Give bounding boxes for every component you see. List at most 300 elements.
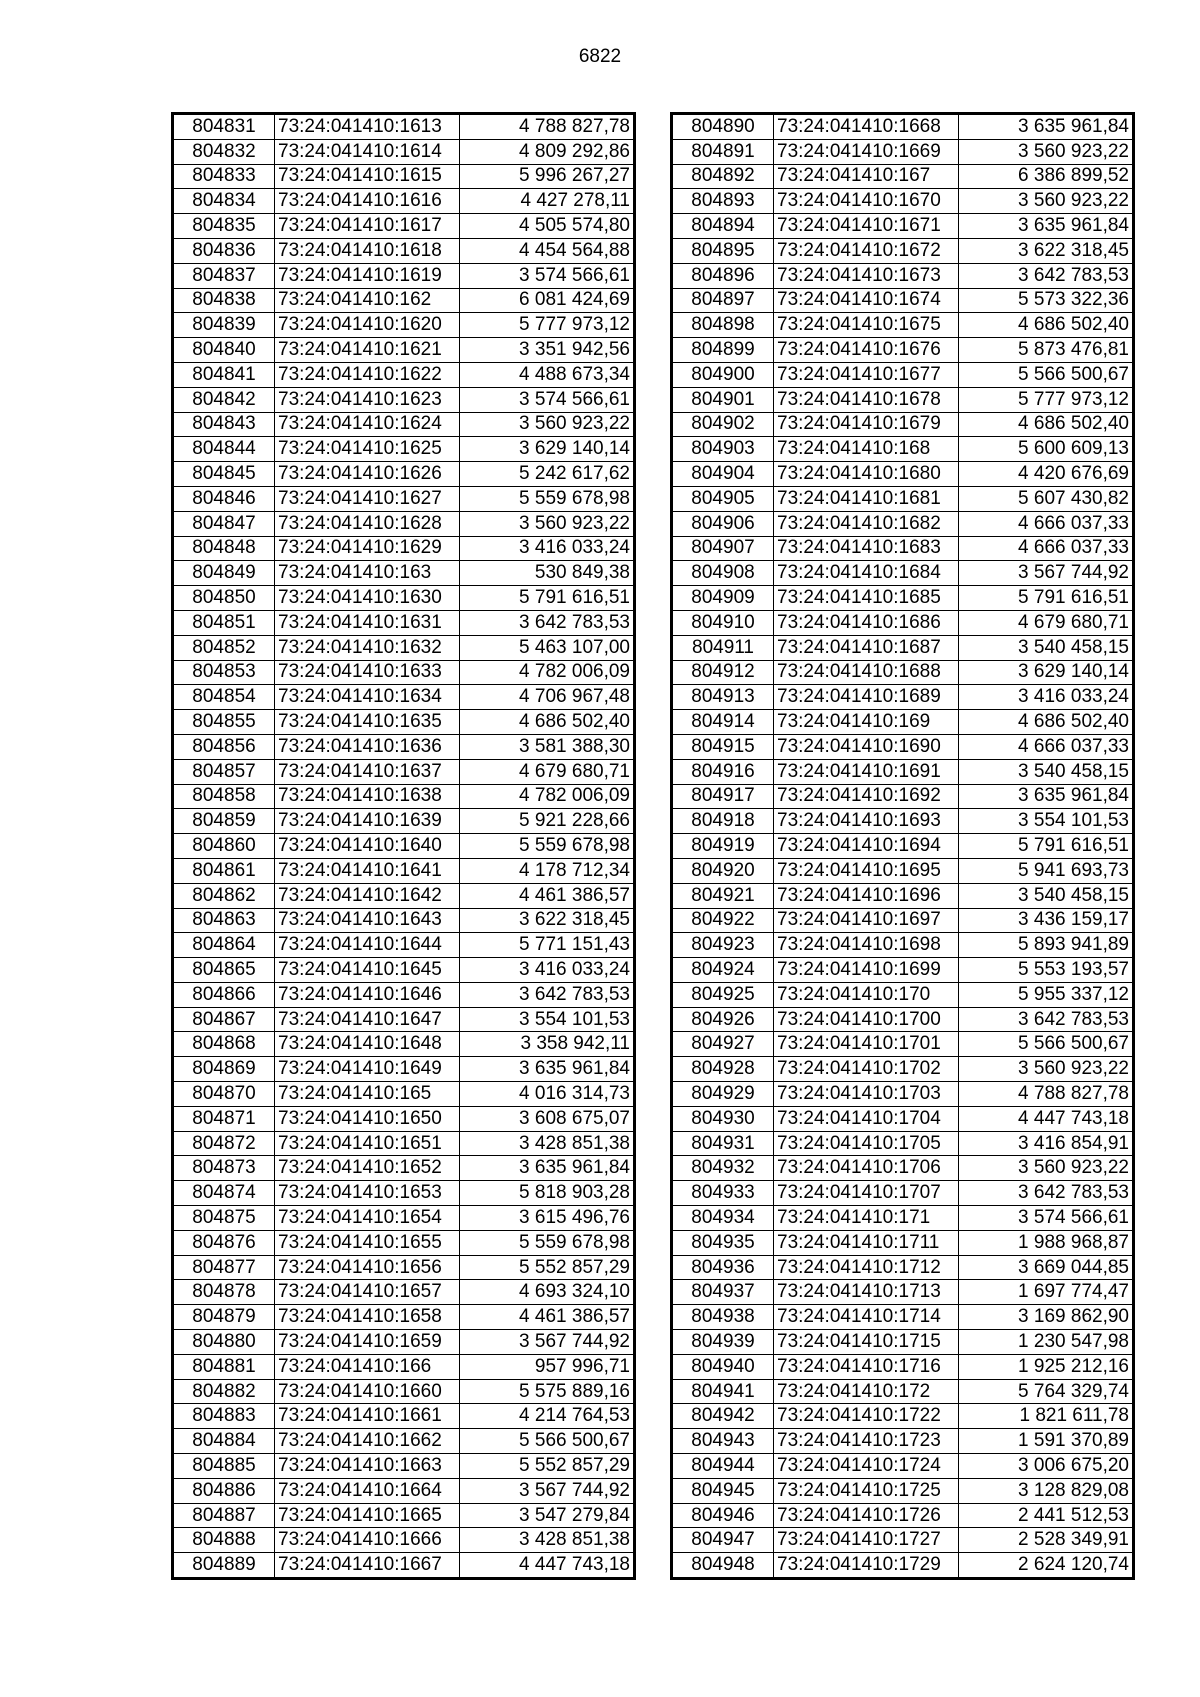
row-number-cell: 804942 bbox=[673, 1404, 774, 1429]
row-number-cell: 804839 bbox=[174, 313, 275, 338]
cadastral-number-cell: 73:24:041410:1694 bbox=[774, 834, 959, 859]
row-number-cell: 804883 bbox=[174, 1404, 275, 1429]
row-number-cell: 804844 bbox=[174, 437, 275, 462]
row-number-cell: 804907 bbox=[673, 536, 774, 561]
cadastral-number-cell: 73:24:041410:1700 bbox=[774, 1007, 959, 1032]
value-cell: 3 642 783,53 bbox=[959, 263, 1133, 288]
cadastral-number-cell: 73:24:041410:1636 bbox=[275, 734, 460, 759]
table-row bbox=[673, 1379, 1133, 1404]
table-row bbox=[174, 982, 634, 1007]
cadastral-number-cell: 73:24:041410:1723 bbox=[774, 1429, 959, 1454]
row-number-cell: 804846 bbox=[174, 486, 275, 511]
table-row bbox=[673, 536, 1133, 561]
cadastral-number-cell: 73:24:041410:1663 bbox=[275, 1454, 460, 1479]
table-row bbox=[673, 883, 1133, 908]
row-number-cell: 804932 bbox=[673, 1156, 774, 1181]
value-cell: 3 416 033,24 bbox=[460, 536, 634, 561]
row-number-cell: 804925 bbox=[673, 982, 774, 1007]
table-row bbox=[673, 1106, 1133, 1131]
cadastral-number-cell: 73:24:041410:1652 bbox=[275, 1156, 460, 1181]
value-cell: 5 566 500,67 bbox=[460, 1429, 634, 1454]
cadastral-number-cell: 73:24:041410:1724 bbox=[774, 1454, 959, 1479]
table-row bbox=[673, 1131, 1133, 1156]
table-row bbox=[174, 313, 634, 338]
cadastral-number-cell: 73:24:041410:1619 bbox=[275, 263, 460, 288]
table-row bbox=[673, 1230, 1133, 1255]
value-cell: 530 849,38 bbox=[460, 561, 634, 586]
cadastral-number-cell: 73:24:041410:1647 bbox=[275, 1007, 460, 1032]
cadastral-number-cell: 73:24:041410:1669 bbox=[774, 139, 959, 164]
cadastral-number-cell: 73:24:041410:1690 bbox=[774, 734, 959, 759]
cadastral-number-cell: 73:24:041410:1653 bbox=[275, 1181, 460, 1206]
cadastral-number-cell: 73:24:041410:1664 bbox=[275, 1478, 460, 1503]
value-cell: 4 488 673,34 bbox=[460, 362, 634, 387]
table-row bbox=[673, 115, 1133, 140]
row-number-cell: 804884 bbox=[174, 1429, 275, 1454]
row-number-cell: 804864 bbox=[174, 933, 275, 958]
cadastral-number-cell: 73:24:041410:1696 bbox=[774, 883, 959, 908]
row-number-cell: 804882 bbox=[174, 1379, 275, 1404]
value-cell: 5 607 430,82 bbox=[959, 486, 1133, 511]
table-row bbox=[673, 288, 1133, 313]
row-number-cell: 804862 bbox=[174, 883, 275, 908]
row-number-cell: 804904 bbox=[673, 462, 774, 487]
value-cell: 3 622 318,45 bbox=[959, 238, 1133, 263]
row-number-cell: 804871 bbox=[174, 1106, 275, 1131]
table-row bbox=[174, 536, 634, 561]
table-row bbox=[673, 412, 1133, 437]
table-row bbox=[673, 1007, 1133, 1032]
table-row bbox=[673, 561, 1133, 586]
value-cell: 3 428 851,38 bbox=[460, 1131, 634, 1156]
table-row bbox=[174, 784, 634, 809]
row-number-cell: 804944 bbox=[673, 1454, 774, 1479]
cadastral-number-cell: 73:24:041410:1688 bbox=[774, 660, 959, 685]
row-number-cell: 804837 bbox=[174, 263, 275, 288]
cadastral-number-cell: 73:24:041410:1639 bbox=[275, 809, 460, 834]
cadastral-number-cell: 73:24:041410:1613 bbox=[275, 115, 460, 140]
cadastral-number-cell: 73:24:041410:1698 bbox=[774, 933, 959, 958]
cadastral-number-cell: 73:24:041410:171 bbox=[774, 1206, 959, 1231]
cadastral-number-cell: 73:24:041410:1674 bbox=[774, 288, 959, 313]
value-cell: 3 540 458,15 bbox=[959, 635, 1133, 660]
row-number-cell: 804934 bbox=[673, 1206, 774, 1231]
cadastral-number-cell: 73:24:041410:1695 bbox=[774, 858, 959, 883]
value-cell: 3 642 783,53 bbox=[460, 610, 634, 635]
value-cell: 5 921 228,66 bbox=[460, 809, 634, 834]
table-row bbox=[174, 412, 634, 437]
row-number-cell: 804946 bbox=[673, 1503, 774, 1528]
cadastral-number-cell: 73:24:041410:1729 bbox=[774, 1553, 959, 1578]
table-row bbox=[174, 437, 634, 462]
cadastral-number-cell: 73:24:041410:1670 bbox=[774, 189, 959, 214]
row-number-cell: 804933 bbox=[673, 1181, 774, 1206]
row-number-cell: 804911 bbox=[673, 635, 774, 660]
row-number-cell: 804878 bbox=[174, 1280, 275, 1305]
table-row bbox=[174, 486, 634, 511]
row-number-cell: 804897 bbox=[673, 288, 774, 313]
table-row bbox=[174, 1379, 634, 1404]
row-number-cell: 804948 bbox=[673, 1553, 774, 1578]
table-row bbox=[673, 1354, 1133, 1379]
cadastral-number-cell: 73:24:041410:1641 bbox=[275, 858, 460, 883]
table-row bbox=[673, 1255, 1133, 1280]
value-cell: 4 686 502,40 bbox=[959, 412, 1133, 437]
row-number-cell: 804860 bbox=[174, 834, 275, 859]
cadastral-number-cell: 73:24:041410:1648 bbox=[275, 1032, 460, 1057]
value-cell: 3 622 318,45 bbox=[460, 908, 634, 933]
table-row bbox=[174, 263, 634, 288]
table-row bbox=[174, 660, 634, 685]
row-number-cell: 804869 bbox=[174, 1057, 275, 1082]
table-row bbox=[174, 610, 634, 635]
cadastral-number-cell: 73:24:041410:1655 bbox=[275, 1230, 460, 1255]
table-row bbox=[673, 387, 1133, 412]
value-cell: 4 505 574,80 bbox=[460, 214, 634, 239]
table-row bbox=[174, 1131, 634, 1156]
row-number-cell: 804831 bbox=[174, 115, 275, 140]
cadastral-number-cell: 73:24:041410:1706 bbox=[774, 1156, 959, 1181]
row-number-cell: 804885 bbox=[174, 1454, 275, 1479]
row-number-cell: 804877 bbox=[174, 1255, 275, 1280]
right-table-body bbox=[673, 115, 1133, 1578]
value-cell: 4 706 967,48 bbox=[460, 685, 634, 710]
value-cell: 1 591 370,89 bbox=[959, 1429, 1133, 1454]
cadastral-number-cell: 73:24:041410:1623 bbox=[275, 387, 460, 412]
table-row bbox=[174, 809, 634, 834]
cadastral-number-cell: 73:24:041410:1699 bbox=[774, 958, 959, 983]
row-number-cell: 804929 bbox=[673, 1082, 774, 1107]
value-cell: 3 358 942,11 bbox=[460, 1032, 634, 1057]
table-row bbox=[673, 511, 1133, 536]
row-number-cell: 804939 bbox=[673, 1330, 774, 1355]
row-number-cell: 804914 bbox=[673, 710, 774, 735]
table-row bbox=[673, 1528, 1133, 1553]
value-cell: 3 554 101,53 bbox=[460, 1007, 634, 1032]
row-number-cell: 804902 bbox=[673, 412, 774, 437]
row-number-cell: 804898 bbox=[673, 313, 774, 338]
table-row bbox=[673, 164, 1133, 189]
value-cell: 4 693 324,10 bbox=[460, 1280, 634, 1305]
table-row bbox=[673, 437, 1133, 462]
table-row bbox=[673, 1503, 1133, 1528]
table-row bbox=[673, 982, 1133, 1007]
cadastral-number-cell: 73:24:041410:1627 bbox=[275, 486, 460, 511]
value-cell: 5 791 616,51 bbox=[959, 586, 1133, 611]
value-cell: 5 818 903,28 bbox=[460, 1181, 634, 1206]
cadastral-number-cell: 73:24:041410:1642 bbox=[275, 883, 460, 908]
cadastral-number-cell: 73:24:041410:1616 bbox=[275, 189, 460, 214]
row-number-cell: 804923 bbox=[673, 933, 774, 958]
value-cell: 3 560 923,22 bbox=[460, 412, 634, 437]
table-row bbox=[673, 958, 1133, 983]
row-number-cell: 804859 bbox=[174, 809, 275, 834]
row-number-cell: 804891 bbox=[673, 139, 774, 164]
value-cell: 1 821 611,78 bbox=[959, 1404, 1133, 1429]
table-row bbox=[174, 238, 634, 263]
row-number-cell: 804867 bbox=[174, 1007, 275, 1032]
cadastral-number-cell: 73:24:041410:1620 bbox=[275, 313, 460, 338]
cadastral-number-cell: 73:24:041410:166 bbox=[275, 1354, 460, 1379]
cadastral-number-cell: 73:24:041410:1654 bbox=[275, 1206, 460, 1231]
row-number-cell: 804868 bbox=[174, 1032, 275, 1057]
cadastral-number-cell: 73:24:041410:1621 bbox=[275, 338, 460, 363]
row-number-cell: 804888 bbox=[174, 1528, 275, 1553]
value-cell: 3 128 829,08 bbox=[959, 1478, 1133, 1503]
cadastral-number-cell: 73:24:041410:165 bbox=[275, 1082, 460, 1107]
table-row bbox=[673, 1206, 1133, 1231]
row-number-cell: 804849 bbox=[174, 561, 275, 586]
value-cell: 2 528 349,91 bbox=[959, 1528, 1133, 1553]
row-number-cell: 804938 bbox=[673, 1305, 774, 1330]
table-row bbox=[174, 1280, 634, 1305]
table-row bbox=[174, 1503, 634, 1528]
table-row bbox=[673, 263, 1133, 288]
row-number-cell: 804915 bbox=[673, 734, 774, 759]
cadastral-number-cell: 73:24:041410:1615 bbox=[275, 164, 460, 189]
value-cell: 4 178 712,34 bbox=[460, 858, 634, 883]
table-row bbox=[174, 1354, 634, 1379]
table-row bbox=[174, 635, 634, 660]
row-number-cell: 804894 bbox=[673, 214, 774, 239]
row-number-cell: 804853 bbox=[174, 660, 275, 685]
value-cell: 3 006 675,20 bbox=[959, 1454, 1133, 1479]
table-row bbox=[174, 387, 634, 412]
cadastral-number-cell: 73:24:041410:1715 bbox=[774, 1330, 959, 1355]
value-cell: 3 169 862,90 bbox=[959, 1305, 1133, 1330]
table-row bbox=[174, 1454, 634, 1479]
value-cell: 1 697 774,47 bbox=[959, 1280, 1133, 1305]
row-number-cell: 804941 bbox=[673, 1379, 774, 1404]
value-cell: 3 416 854,91 bbox=[959, 1131, 1133, 1156]
cadastral-number-cell: 73:24:041410:1638 bbox=[275, 784, 460, 809]
row-number-cell: 804880 bbox=[174, 1330, 275, 1355]
cadastral-number-cell: 73:24:041410:1624 bbox=[275, 412, 460, 437]
cadastral-number-cell: 73:24:041410:1645 bbox=[275, 958, 460, 983]
row-number-cell: 804927 bbox=[673, 1032, 774, 1057]
table-row bbox=[174, 1305, 634, 1330]
value-cell: 3 629 140,14 bbox=[959, 660, 1133, 685]
row-number-cell: 804872 bbox=[174, 1131, 275, 1156]
cadastral-number-cell: 73:24:041410:163 bbox=[275, 561, 460, 586]
table-row bbox=[174, 1528, 634, 1553]
row-number-cell: 804943 bbox=[673, 1429, 774, 1454]
row-number-cell: 804937 bbox=[673, 1280, 774, 1305]
cadastral-number-cell: 73:24:041410:168 bbox=[774, 437, 959, 462]
row-number-cell: 804900 bbox=[673, 362, 774, 387]
row-number-cell: 804905 bbox=[673, 486, 774, 511]
cadastral-number-cell: 73:24:041410:1726 bbox=[774, 1503, 959, 1528]
cadastral-number-cell: 73:24:041410:1704 bbox=[774, 1106, 959, 1131]
row-number-cell: 804866 bbox=[174, 982, 275, 1007]
value-cell: 4 454 564,88 bbox=[460, 238, 634, 263]
row-number-cell: 804919 bbox=[673, 834, 774, 859]
table-row bbox=[673, 338, 1133, 363]
row-number-cell: 804922 bbox=[673, 908, 774, 933]
table-row bbox=[673, 635, 1133, 660]
table-row bbox=[174, 1429, 634, 1454]
cadastral-number-cell: 73:24:041410:1684 bbox=[774, 561, 959, 586]
table-row bbox=[673, 759, 1133, 784]
value-cell: 4 447 743,18 bbox=[460, 1553, 634, 1578]
cadastral-number-cell: 73:24:041410:170 bbox=[774, 982, 959, 1007]
cadastral-number-cell: 73:24:041410:1679 bbox=[774, 412, 959, 437]
cadastral-number-cell: 73:24:041410:1680 bbox=[774, 462, 959, 487]
value-cell: 4 016 314,73 bbox=[460, 1082, 634, 1107]
row-number-cell: 804920 bbox=[673, 858, 774, 883]
value-cell: 3 635 961,84 bbox=[460, 1156, 634, 1181]
right-table bbox=[672, 114, 1133, 1578]
value-cell: 3 416 033,24 bbox=[460, 958, 634, 983]
table-row bbox=[673, 1181, 1133, 1206]
value-cell: 3 629 140,14 bbox=[460, 437, 634, 462]
cadastral-number-cell: 73:24:041410:1632 bbox=[275, 635, 460, 660]
value-cell: 4 686 502,40 bbox=[959, 313, 1133, 338]
value-cell: 5 559 678,98 bbox=[460, 486, 634, 511]
value-cell: 3 635 961,84 bbox=[959, 214, 1133, 239]
value-cell: 4 447 743,18 bbox=[959, 1106, 1133, 1131]
value-cell: 4 666 037,33 bbox=[959, 511, 1133, 536]
cadastral-number-cell: 73:24:041410:1657 bbox=[275, 1280, 460, 1305]
value-cell: 3 540 458,15 bbox=[959, 759, 1133, 784]
value-cell: 3 436 159,17 bbox=[959, 908, 1133, 933]
value-cell: 4 679 680,71 bbox=[959, 610, 1133, 635]
cadastral-number-cell: 73:24:041410:1686 bbox=[774, 610, 959, 635]
value-cell: 5 777 973,12 bbox=[959, 387, 1133, 412]
cadastral-number-cell: 73:24:041410:1646 bbox=[275, 982, 460, 1007]
cadastral-number-cell: 73:24:041410:1660 bbox=[275, 1379, 460, 1404]
row-number-cell: 804843 bbox=[174, 412, 275, 437]
row-number-cell: 804863 bbox=[174, 908, 275, 933]
cadastral-number-cell: 73:24:041410:1675 bbox=[774, 313, 959, 338]
value-cell: 5 566 500,67 bbox=[959, 1032, 1133, 1057]
cadastral-number-cell: 73:24:041410:1666 bbox=[275, 1528, 460, 1553]
value-cell: 5 463 107,00 bbox=[460, 635, 634, 660]
row-number-cell: 804930 bbox=[673, 1106, 774, 1131]
value-cell: 3 560 923,22 bbox=[460, 511, 634, 536]
table-row bbox=[673, 1454, 1133, 1479]
value-cell: 5 553 193,57 bbox=[959, 958, 1133, 983]
cadastral-number-cell: 73:24:041410:1640 bbox=[275, 834, 460, 859]
value-cell: 3 567 744,92 bbox=[460, 1478, 634, 1503]
value-cell: 2 624 120,74 bbox=[959, 1553, 1133, 1578]
table-row bbox=[673, 1082, 1133, 1107]
row-number-cell: 804841 bbox=[174, 362, 275, 387]
cadastral-number-cell: 73:24:041410:1659 bbox=[275, 1330, 460, 1355]
cadastral-number-cell: 73:24:041410:1673 bbox=[774, 263, 959, 288]
table-row bbox=[673, 313, 1133, 338]
cadastral-number-cell: 73:24:041410:1725 bbox=[774, 1478, 959, 1503]
cadastral-number-cell: 73:24:041410:1691 bbox=[774, 759, 959, 784]
table-row bbox=[174, 462, 634, 487]
value-cell: 5 996 267,27 bbox=[460, 164, 634, 189]
value-cell: 5 893 941,89 bbox=[959, 933, 1133, 958]
row-number-cell: 804947 bbox=[673, 1528, 774, 1553]
table-row bbox=[174, 214, 634, 239]
row-number-cell: 804836 bbox=[174, 238, 275, 263]
row-number-cell: 804865 bbox=[174, 958, 275, 983]
cadastral-number-cell: 73:24:041410:1614 bbox=[275, 139, 460, 164]
table-row bbox=[673, 685, 1133, 710]
value-cell: 3 581 388,30 bbox=[460, 734, 634, 759]
value-cell: 5 791 616,51 bbox=[959, 834, 1133, 859]
table-row bbox=[673, 462, 1133, 487]
cadastral-number-cell: 73:24:041410:1661 bbox=[275, 1404, 460, 1429]
table-row bbox=[174, 1007, 634, 1032]
cadastral-number-cell: 73:24:041410:169 bbox=[774, 710, 959, 735]
row-number-cell: 804847 bbox=[174, 511, 275, 536]
cadastral-number-cell: 73:24:041410:1677 bbox=[774, 362, 959, 387]
value-cell: 4 461 386,57 bbox=[460, 1305, 634, 1330]
value-cell: 3 560 923,22 bbox=[959, 139, 1133, 164]
cadastral-number-cell: 73:24:041410:1651 bbox=[275, 1131, 460, 1156]
table-row bbox=[174, 883, 634, 908]
value-cell: 1 925 212,16 bbox=[959, 1354, 1133, 1379]
table-row bbox=[174, 1478, 634, 1503]
row-number-cell: 804928 bbox=[673, 1057, 774, 1082]
value-cell: 3 428 851,38 bbox=[460, 1528, 634, 1553]
cadastral-number-cell: 73:24:041410:1671 bbox=[774, 214, 959, 239]
table-row bbox=[673, 586, 1133, 611]
value-cell: 3 567 744,92 bbox=[460, 1330, 634, 1355]
value-cell: 2 441 512,53 bbox=[959, 1503, 1133, 1528]
row-number-cell: 804870 bbox=[174, 1082, 275, 1107]
row-number-cell: 804926 bbox=[673, 1007, 774, 1032]
cadastral-number-cell: 73:24:041410:1712 bbox=[774, 1255, 959, 1280]
cadastral-number-cell: 73:24:041410:1705 bbox=[774, 1131, 959, 1156]
table-row bbox=[673, 1330, 1133, 1355]
row-number-cell: 804895 bbox=[673, 238, 774, 263]
table-row bbox=[673, 784, 1133, 809]
cadastral-number-cell: 73:24:041410:1678 bbox=[774, 387, 959, 412]
table-row bbox=[673, 362, 1133, 387]
row-number-cell: 804850 bbox=[174, 586, 275, 611]
cadastral-number-cell: 73:24:041410:1711 bbox=[774, 1230, 959, 1255]
table-row bbox=[174, 189, 634, 214]
row-number-cell: 804935 bbox=[673, 1230, 774, 1255]
row-number-cell: 804848 bbox=[174, 536, 275, 561]
table-row bbox=[174, 710, 634, 735]
row-number-cell: 804899 bbox=[673, 338, 774, 363]
row-number-cell: 804936 bbox=[673, 1255, 774, 1280]
table-row bbox=[174, 1206, 634, 1231]
value-cell: 3 554 101,53 bbox=[959, 809, 1133, 834]
value-cell: 5 941 693,73 bbox=[959, 858, 1133, 883]
table-row bbox=[673, 1553, 1133, 1578]
row-number-cell: 804931 bbox=[673, 1131, 774, 1156]
table-row bbox=[673, 214, 1133, 239]
row-number-cell: 804838 bbox=[174, 288, 275, 313]
value-cell: 3 560 923,22 bbox=[959, 1057, 1133, 1082]
row-number-cell: 804886 bbox=[174, 1478, 275, 1503]
value-cell: 5 575 889,16 bbox=[460, 1379, 634, 1404]
value-cell: 4 809 292,86 bbox=[460, 139, 634, 164]
value-cell: 1 230 547,98 bbox=[959, 1330, 1133, 1355]
value-cell: 4 461 386,57 bbox=[460, 883, 634, 908]
table-row bbox=[673, 660, 1133, 685]
value-cell: 4 686 502,40 bbox=[959, 710, 1133, 735]
row-number-cell: 804875 bbox=[174, 1206, 275, 1231]
row-number-cell: 804832 bbox=[174, 139, 275, 164]
value-cell: 3 574 566,61 bbox=[460, 263, 634, 288]
cadastral-number-cell: 73:24:041410:1703 bbox=[774, 1082, 959, 1107]
table-row bbox=[174, 1255, 634, 1280]
value-cell: 5 559 678,98 bbox=[460, 1230, 634, 1255]
table-row bbox=[673, 486, 1133, 511]
value-cell: 3 642 783,53 bbox=[460, 982, 634, 1007]
cadastral-number-cell: 73:24:041410:1662 bbox=[275, 1429, 460, 1454]
value-cell: 5 552 857,29 bbox=[460, 1255, 634, 1280]
